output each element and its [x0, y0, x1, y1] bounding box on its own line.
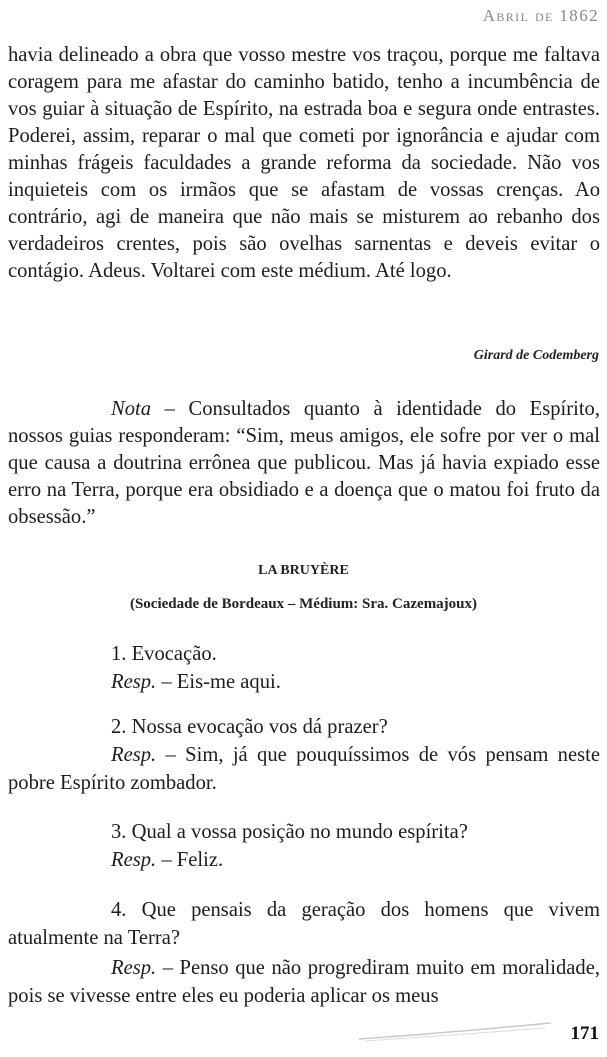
note-label: Nota [111, 398, 152, 420]
question: 1. Evocação. [111, 643, 217, 665]
signature: Girard de Codemberg [473, 348, 599, 363]
answer [8, 954, 600, 1010]
note-text: – Consultados quanto à identidade do Espírito, nossos guias responderam: “Sim, meus amigos, ele sofre por ver o mal que causa a doutrina errônea que publicou. Mas já havia expiado esse erro na Terra, porque era obsidiado e a doença que o matou foi fruto da obsessão.” [8, 398, 600, 528]
answer-text: – Sim, já que pouquíssimos de vós pensam neste pobre Espírito zombador. [8, 744, 600, 794]
running-header: Abril de 1862 [482, 6, 599, 25]
answer-text: – Penso que não progrediram muito em moralidade, pois se vivesse entre eles eu poderia aplicar os meus [8, 957, 600, 1007]
answer [8, 846, 600, 874]
question: 3. Qual a vossa posição no mundo espírita? [111, 821, 468, 843]
swoosh-ornament [355, 1019, 555, 1043]
note-paragraph [8, 396, 600, 531]
section-title: LA BRUYÈRE [258, 563, 349, 578]
page-number: 171 [570, 1023, 599, 1044]
answer [8, 668, 600, 696]
section-subtitle: (Sociedade de Bordeaux – Médium: Sra. Cazemajoux) [129, 596, 478, 612]
answer-text: – Feliz. [156, 849, 224, 871]
qa-item-3 [8, 818, 600, 874]
opening-paragraph: havia delineado a obra que vosso mestre vos traçou, porque me faltava coragem para me afastar do caminho batido, tenho a incumbência de vos guiar à situação de Espírito, na estrada boa e segura onde entrastes. Poderei, assim, reparar o mal que cometi por ignorância e ajudar com minhas frágeis faculdades a grande reforma da sociedade. Não vos inquieteis com os irmãos que se afastam de vossas crenças. Ao contrário, agi de maneira que não mais se misturem ao rebanho dos verdadeiros crentes, pois são ovelhas sarnentas e deveis evitar o contágio. Adeus. Voltarei com este médium. Até logo. [8, 44, 600, 282]
question: 2. Nossa evocação vos dá prazer? [111, 716, 388, 738]
resp-label: Resp. [111, 957, 157, 979]
qa-item-1 [8, 640, 600, 696]
opening-paragraph-block [8, 42, 600, 285]
resp-label: Resp. [111, 671, 157, 693]
qa-item-2 [8, 713, 600, 797]
qa-item-4 [8, 896, 600, 1010]
question: 4. Que pensais da geração dos homens que vivem atualmente na Terra? [8, 899, 600, 949]
answer [8, 741, 600, 797]
answer-text: – Eis-me aqui. [156, 671, 281, 693]
resp-label: Resp. [111, 744, 157, 766]
note-block [8, 396, 600, 531]
resp-label: Resp. [111, 849, 157, 871]
